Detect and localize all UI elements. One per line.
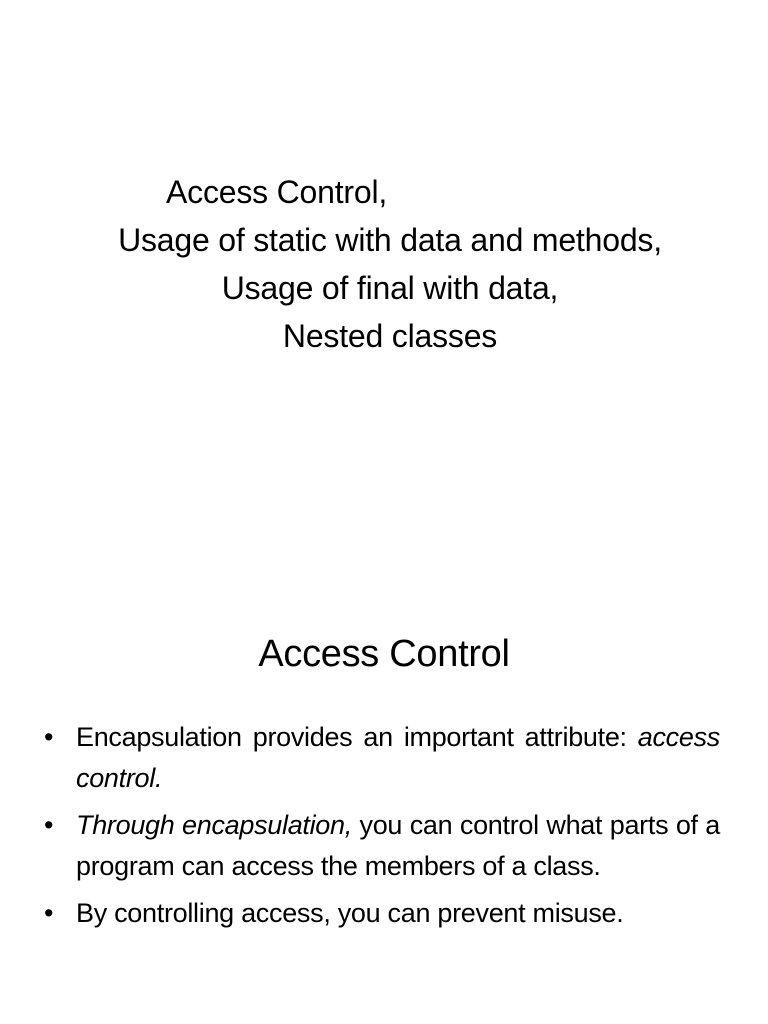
bullet-item (44, 805, 720, 887)
bullet-text: By controlling access, you can prevent misuse. (76, 898, 624, 928)
bullet-emphasis: access control. (76, 722, 720, 793)
bullet-text: you can control what parts of a program can access the members of a class. (76, 810, 721, 881)
bullet-item (44, 893, 720, 934)
slide-title (110, 168, 670, 360)
bullet-icon: • (44, 722, 54, 752)
title-line: Usage of static with data and methods, (118, 222, 662, 258)
title-line: Nested classes (282, 318, 498, 354)
title-line: Access Control, (166, 174, 388, 210)
bullet-emphasis: Through encapsulation, (76, 810, 352, 840)
content-slide (0, 512, 768, 1024)
bullet-list (44, 717, 720, 940)
title-line: Usage of final with data, (221, 270, 559, 306)
bullet-text: Encapsulation provides an important attribute: (76, 722, 627, 752)
bullet-icon: • (44, 898, 54, 928)
bullet-icon: • (44, 810, 54, 840)
bullet-item (44, 717, 720, 799)
slide-heading: Access Control (258, 633, 510, 675)
